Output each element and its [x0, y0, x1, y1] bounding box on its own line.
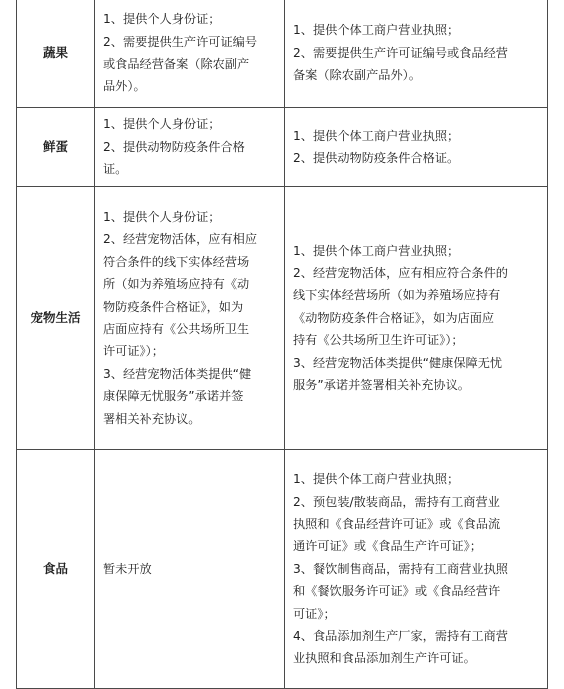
category-cell: 食品: [17, 450, 95, 689]
personal-requirements-cell: [95, 450, 285, 689]
text-line: 店面应持有《公共场所卫生: [103, 322, 250, 336]
business-requirements-cell: [285, 187, 548, 450]
text-line: 通许可证》或《食品生产许可证》；: [293, 539, 482, 554]
personal-requirements-cell: [95, 0, 285, 108]
text-line: 2、经营宠物活体，应有相应: [103, 232, 258, 247]
text-line: 1、提供个体工商户营业执照；: [293, 243, 460, 258]
business-requirements-cell: [285, 108, 548, 187]
text-line: 1、提供个人身份证；: [103, 117, 221, 132]
text-line: 《动物防疫条件合格证》，如为店面应: [293, 310, 495, 325]
text-line: 2、需要提供生产许可证编号: [103, 34, 258, 49]
text-line: 所（如为养殖场应持有《动: [103, 277, 250, 292]
text-line: 许可证》）；: [103, 344, 164, 359]
text-line: 2、提供动物防疫条件合格证。: [293, 151, 460, 165]
category-cell: 蔬果: [17, 0, 95, 108]
text-line: 或食品经营备案（除农副产: [103, 57, 250, 71]
category-cell: 宠物生活: [17, 187, 95, 450]
category-cell: 鲜蛋: [17, 108, 95, 187]
text-line: 署相关补充协议。: [103, 411, 201, 426]
text-line: 1、提供个体工商户营业执照；: [293, 472, 460, 487]
text-line: 服务”承诺并签署相关补充协议。: [293, 378, 470, 393]
text-line: 线下实体经营场所（如为养殖场应持有: [293, 288, 501, 303]
text-line: 2、提供动物防疫条件合格: [103, 139, 245, 154]
text-line: 2、需要提供生产许可证编号或食品经营: [293, 45, 508, 60]
text-line: 和《餐饮服务许可证》或《食品经营许: [293, 584, 501, 599]
text-line: 持有《公共场所卫生许可证》）；: [293, 333, 464, 348]
table-row: [17, 108, 548, 187]
table-row: [17, 0, 548, 108]
text-line: 暂未开放: [103, 561, 152, 576]
requirements-table: [16, 0, 548, 689]
table-row: [17, 187, 548, 450]
text-line: 3、经营宠物活体类提供“健: [103, 366, 252, 381]
text-line: 品外）。: [103, 79, 146, 94]
text-line: 2、经营宠物活体，应有相应符合条件的: [293, 265, 508, 280]
table-row: [17, 450, 548, 689]
text-line: 3、经营宠物活体类提供“健康保障无忧: [293, 355, 503, 370]
text-line: 可证》；: [293, 606, 336, 621]
text-line: 康保障无忧服务”承诺并签: [103, 389, 244, 404]
text-line: 1、提供个人身份证；: [103, 12, 221, 27]
text-line: 执照和《食品经营许可证》或《食品流: [293, 516, 501, 531]
text-line: 1、提供个体工商户营业执照；: [293, 128, 460, 143]
business-requirements-cell: [285, 0, 548, 108]
personal-requirements-cell: [95, 108, 285, 187]
text-line: 证。: [103, 162, 128, 177]
text-line: 4、食品添加剂生产厂家，需持有工商营: [293, 629, 508, 644]
text-line: 1、提供个体工商户营业执照；: [293, 23, 460, 38]
text-line: 物防疫条件合格证》，如为: [103, 299, 244, 314]
personal-requirements-cell: [95, 187, 285, 450]
text-line: 1、提供个人身份证；: [103, 209, 221, 224]
text-line: 3、餐饮制售商品，需持有工商营业执照: [293, 561, 508, 576]
text-line: 业执照和食品添加剂生产许可证。: [293, 651, 476, 666]
business-requirements-cell: [285, 450, 548, 689]
text-line: 符合条件的线下实体经营场: [103, 254, 250, 269]
text-line: 2、预包装/散装商品，需持有工商营业: [293, 494, 500, 509]
text-line: 备案（除农副产品外）。: [293, 68, 421, 83]
